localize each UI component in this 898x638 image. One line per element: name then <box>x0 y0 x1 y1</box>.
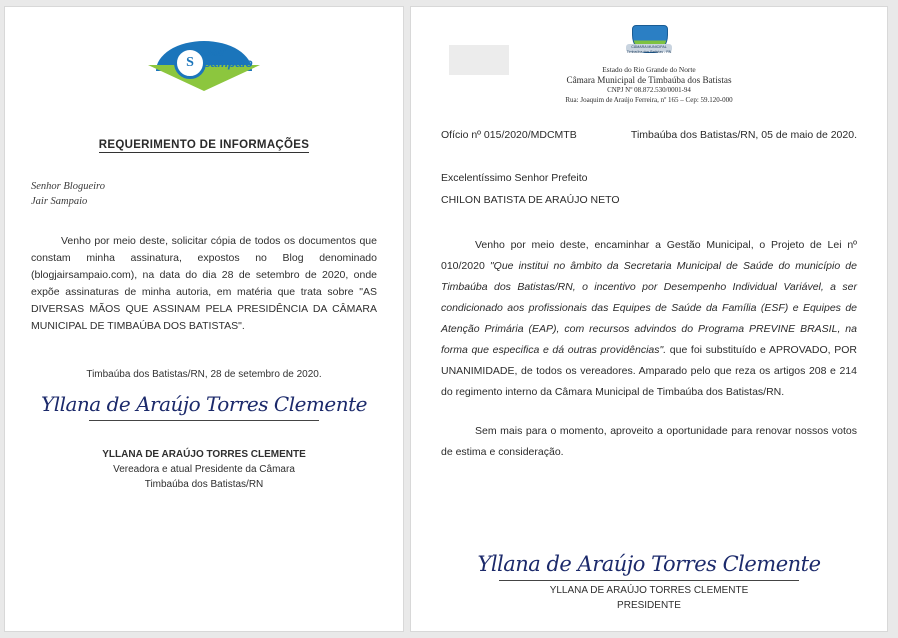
logo-brand-line-2: sampaio <box>204 56 253 70</box>
right-document-page <box>410 6 888 632</box>
camara-municipal-crest-icon <box>622 25 676 63</box>
letterhead-line-2: Câmara Municipal de Timbaúba dos Batistas <box>566 75 732 85</box>
letterhead-line-1: Estado do Rio Grande do Norte <box>602 65 696 74</box>
oficio-number: Ofício nº 015/2020/MDCMTB <box>441 129 577 141</box>
left-signature-line <box>89 420 319 421</box>
letterhead-line-3: CNPJ Nº 08.872.530/0001-94 <box>607 86 691 94</box>
crest-caption-band <box>626 44 672 52</box>
right-greeting: Excelentíssimo Senhor Prefeito <box>441 172 588 184</box>
right-paragraph-1-tail: que foi substituído e APROVADO, POR UNANIMIDADE, de todos os vereadores. Amparado pelo que reza os artigos 208 e 214 do regimento interno da Câmara Municipal de Timbaúba dos Batistas/RN. <box>441 344 857 398</box>
right-signature-script: Yllana de Araújo Torres Clemente <box>477 552 821 576</box>
logo-brand-text <box>204 47 253 69</box>
right-paragraph-1-intro: Venho por meio deste, encaminhar a Gestão Municipal, o Projeto de Lei nº 010/2020 <box>441 239 857 272</box>
right-signer-block <box>411 583 887 613</box>
left-addressee <box>31 179 377 209</box>
scan-smudge <box>449 45 509 75</box>
right-recipient-block <box>441 167 857 211</box>
right-recipient-name: CHILON BATISTA DE ARAÚJO NETO <box>441 194 620 206</box>
left-signature <box>31 392 377 444</box>
left-signer-city: Timbaúba dos Batistas/RN <box>144 479 264 490</box>
right-oficio-row <box>441 129 857 141</box>
jair-sampaio-logo <box>31 35 377 101</box>
right-body-paragraph-2: Sem mais para o momento, aproveito a oportunidade para renovar nossos votos de estima e consideração. <box>441 425 857 458</box>
right-signature-line <box>499 580 799 581</box>
right-paragraph-1-quote: "Que institui no âmbito da Secretaria Municipal de Saúde do município de Timbaúba dos Batistas/RN, o incentivo por Desempenho Individual Variável, a ser condicionado aos profissionais das Equipes de Saúde da Família (ESF) e Equipes de Atenção Primária (EAP), com recursos advindos do Programa PREVINE BRASIL, na forma que especifica e dá outras providências". <box>441 260 857 356</box>
left-body-paragraph: Venho por meio deste, solicitar cópia de todos os documentos que constam minha assinatura, expostos no Blog denominado (blogjairsampaio.com), na data do dia 28 de setembro de 2020, onde expõe assinaturas de minha autoria, em matéria que trata sobre "AS DIVERSAS MÃOS QUE ASSINAM PELA PRESIDÊNCIA DA CÂMARA MUNICIPAL DE TIMBAÚBA DOS BATISTAS". <box>31 235 377 332</box>
right-body-paragraph-1 <box>441 235 857 403</box>
left-addressee-line-2: Jair Sampaio <box>31 196 88 207</box>
left-signer-role: Vereadora e atual Presidente da Câmara <box>113 464 295 475</box>
left-signer-block <box>31 447 377 492</box>
right-org-block <box>565 65 732 105</box>
right-place-date: Timbaúba dos Batistas/RN, 05 de maio de 2020. <box>630 129 857 141</box>
left-signature-script: Yllana de Araújo Torres Clemente <box>41 392 367 416</box>
right-signer-role: PRESIDENTE <box>617 600 681 611</box>
left-document-title-text: REQUERIMENTO DE INFORMAÇÕES <box>98 139 310 151</box>
logo-brand-line-1: Jair <box>204 45 226 59</box>
left-addressee-line-1: Senhor Blogueiro <box>31 181 105 192</box>
left-document-title <box>31 139 377 153</box>
crest-subcaption-text: Timbaúba dos Batistas - RN <box>626 50 672 54</box>
letterhead-line-4: Rua: Joaquim de Araújo Ferreira, nº 165 – Cep: 59.120-000 <box>565 96 733 104</box>
right-signature <box>411 552 887 613</box>
left-document-page <box>4 6 404 632</box>
left-place-date: Timbaúba dos Batistas/RN, 28 de setembro de 2020. <box>86 369 322 380</box>
left-signer-name: YLLANA DE ARAÚJO TORRES CLEMENTE <box>102 449 306 460</box>
crest-caption-text: CÂMARA MUNICIPAL <box>631 45 667 49</box>
right-letterhead <box>441 25 857 105</box>
logo-initial: S <box>174 47 206 79</box>
right-signer-name: YLLANA DE ARAÚJO TORRES CLEMENTE <box>549 585 749 596</box>
